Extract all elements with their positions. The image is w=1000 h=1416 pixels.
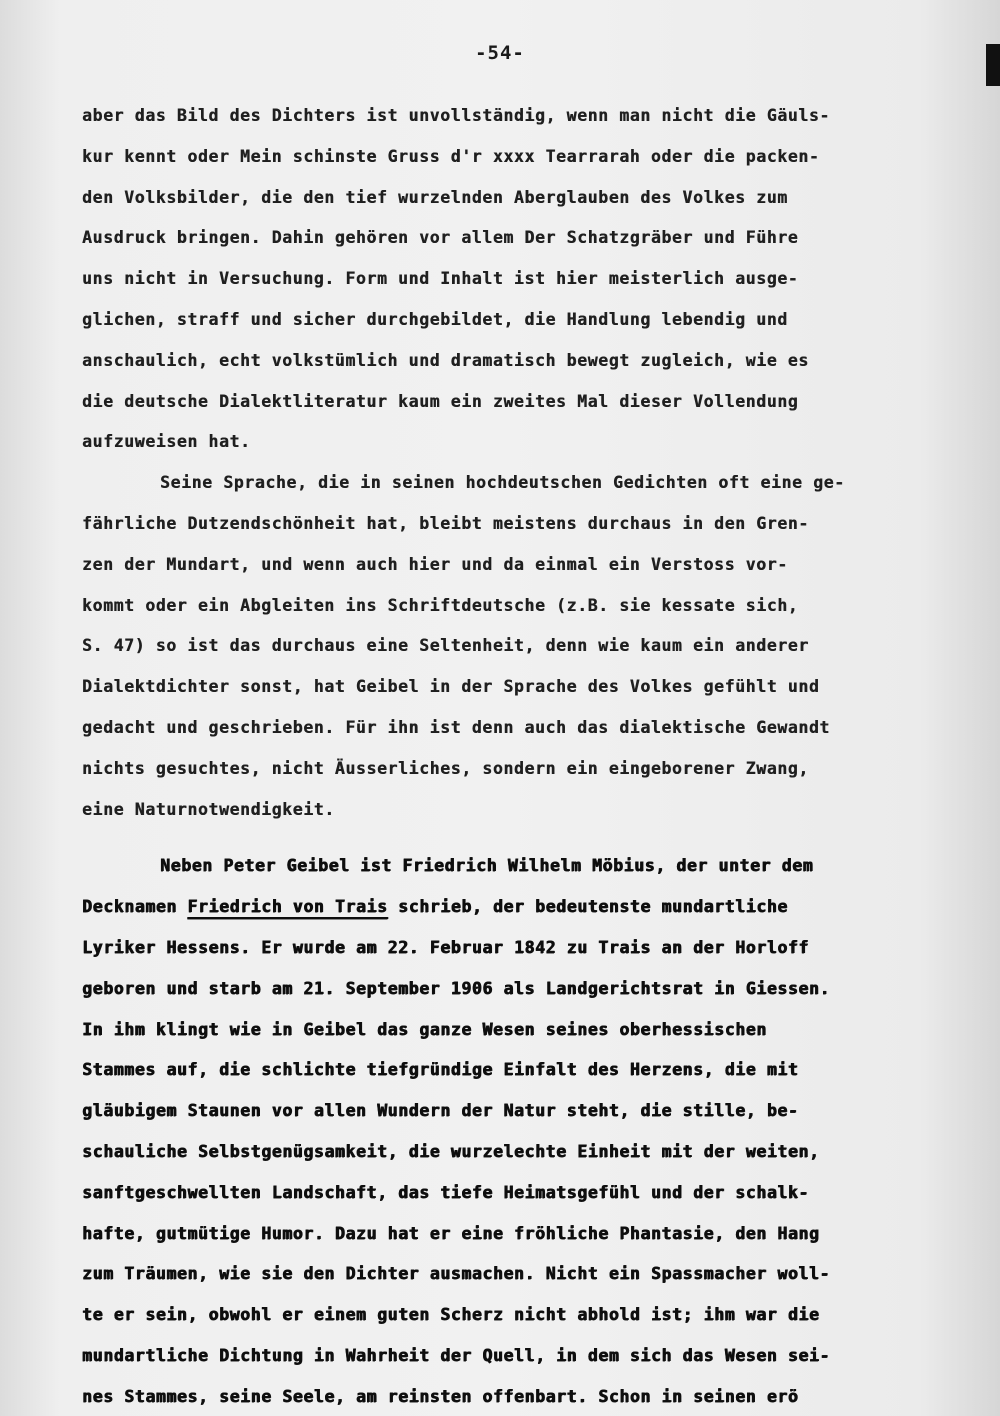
underlined-pen-name: Friedrich von Trais: [187, 897, 388, 917]
text-body: [82, 96, 972, 1416]
text-line: uns nicht in Versuchung. Form und Inhalt ist hier meisterlich ausge-: [82, 269, 799, 289]
paragraph-gap: [82, 830, 972, 846]
text-line: te er sein, obwohl er einem guten Scherz nicht abhold ist; ihm war die: [82, 1305, 820, 1325]
text-line: nes Stammes, seine Seele, am reinsten offenbart. Schon in seinen erö: [82, 1386, 799, 1406]
text-line: S. 47) so ist das durchaus eine Seltenheit, denn wie kaum ein anderer: [82, 636, 809, 656]
text-line: glichen, straff und sicher durchgebildet, die Handlung lebendig und: [82, 309, 788, 329]
text-line: Stammes auf, die schlichte tiefgründige Einfalt des Herzens, die mit: [82, 1060, 799, 1080]
text-line: kommt oder ein Abgleiten ins Schriftdeutsche (z.B. sie kessate sich,: [82, 595, 799, 615]
text-line: aber das Bild des Dichters ist unvollständig, wenn man nicht die Gäuls-: [82, 106, 830, 125]
text-line: geboren und starb am 21. September 1906 als Landgerichtsrat in Giessen.: [82, 978, 830, 998]
text-line: In ihm klingt wie in Geibel das ganze Wesen seines oberhessischen: [82, 1019, 767, 1039]
text-line: anschaulich, echt volkstümlich und dramatisch bewegt zugleich, wie es: [82, 350, 809, 370]
page-number: -54-: [475, 42, 525, 64]
text-line: aufzuweisen hat.: [82, 432, 251, 452]
text-line: Ausdruck bringen. Dahin gehören vor allem Der Schatzgräber und Führe: [82, 228, 799, 248]
text-line: Dialektdichter sonst, hat Geibel in der Sprache des Volkes gefühlt und: [82, 677, 820, 697]
text-line: zum Träumen, wie sie den Dichter ausmachen. Nicht ein Spassmacher woll-: [82, 1264, 830, 1284]
text-segment: Decknamen: [82, 897, 188, 917]
text-line: Neben Peter Geibel ist Friedrich Wilhelm Möbius, der unter dem: [160, 856, 814, 876]
text-line: gläubigem Staunen vor allen Wundern der Natur steht, die stille, be-: [82, 1101, 799, 1121]
text-line: hafte, gutmütige Humor. Dazu hat er eine fröhliche Phantasie, den Hang: [82, 1223, 820, 1243]
text-line: gedacht und geschrieben. Für ihn ist denn auch das dialektische Gewandt: [82, 717, 830, 737]
text-line: die deutsche Dialektliteratur kaum ein zweites Mal dieser Vollendung: [82, 391, 799, 411]
text-line: Lyriker Hessens. Er wurde am 22. Februar 1842 zu Trais an der Horloff: [82, 937, 809, 957]
text-line: schauliche Selbstgenügsamkeit, die wurzelechte Einheit mit der weiten,: [82, 1141, 820, 1161]
text-line: den Volksbilder, die den tief wurzelnden Aberglauben des Volkes zum: [82, 187, 788, 207]
text-line: eine Naturnotwendigkeit.: [82, 799, 335, 819]
text-segment: schrieb, der bedeutenste mundartliche: [387, 897, 788, 917]
text-line: kur kennt oder Mein schinste Gruss d'r xxxx Tearrarah oder die packen-: [82, 146, 820, 166]
text-line: nichts gesuchtes, nicht Äusserliches, sondern ein eingeborener Zwang,: [82, 758, 809, 778]
text-line: mundartliche Dichtung in Wahrheit der Quell, in dem sich das Wesen sei-: [82, 1345, 830, 1365]
text-line: Seine Sprache, die in seinen hochdeutschen Gedichten oft eine ge-: [160, 473, 845, 493]
text-line: fährliche Dutzendschönheit hat, bleibt meistens durchaus in den Gren-: [82, 513, 809, 533]
text-line: sanftgeschwellten Landschaft, das tiefe Heimatsgefühl und der schalk-: [82, 1182, 809, 1202]
text-line-with-underline: [82, 887, 972, 928]
text-line: zen der Mundart, und wenn auch hier und da einmal ein Verstoss vor-: [82, 554, 788, 574]
